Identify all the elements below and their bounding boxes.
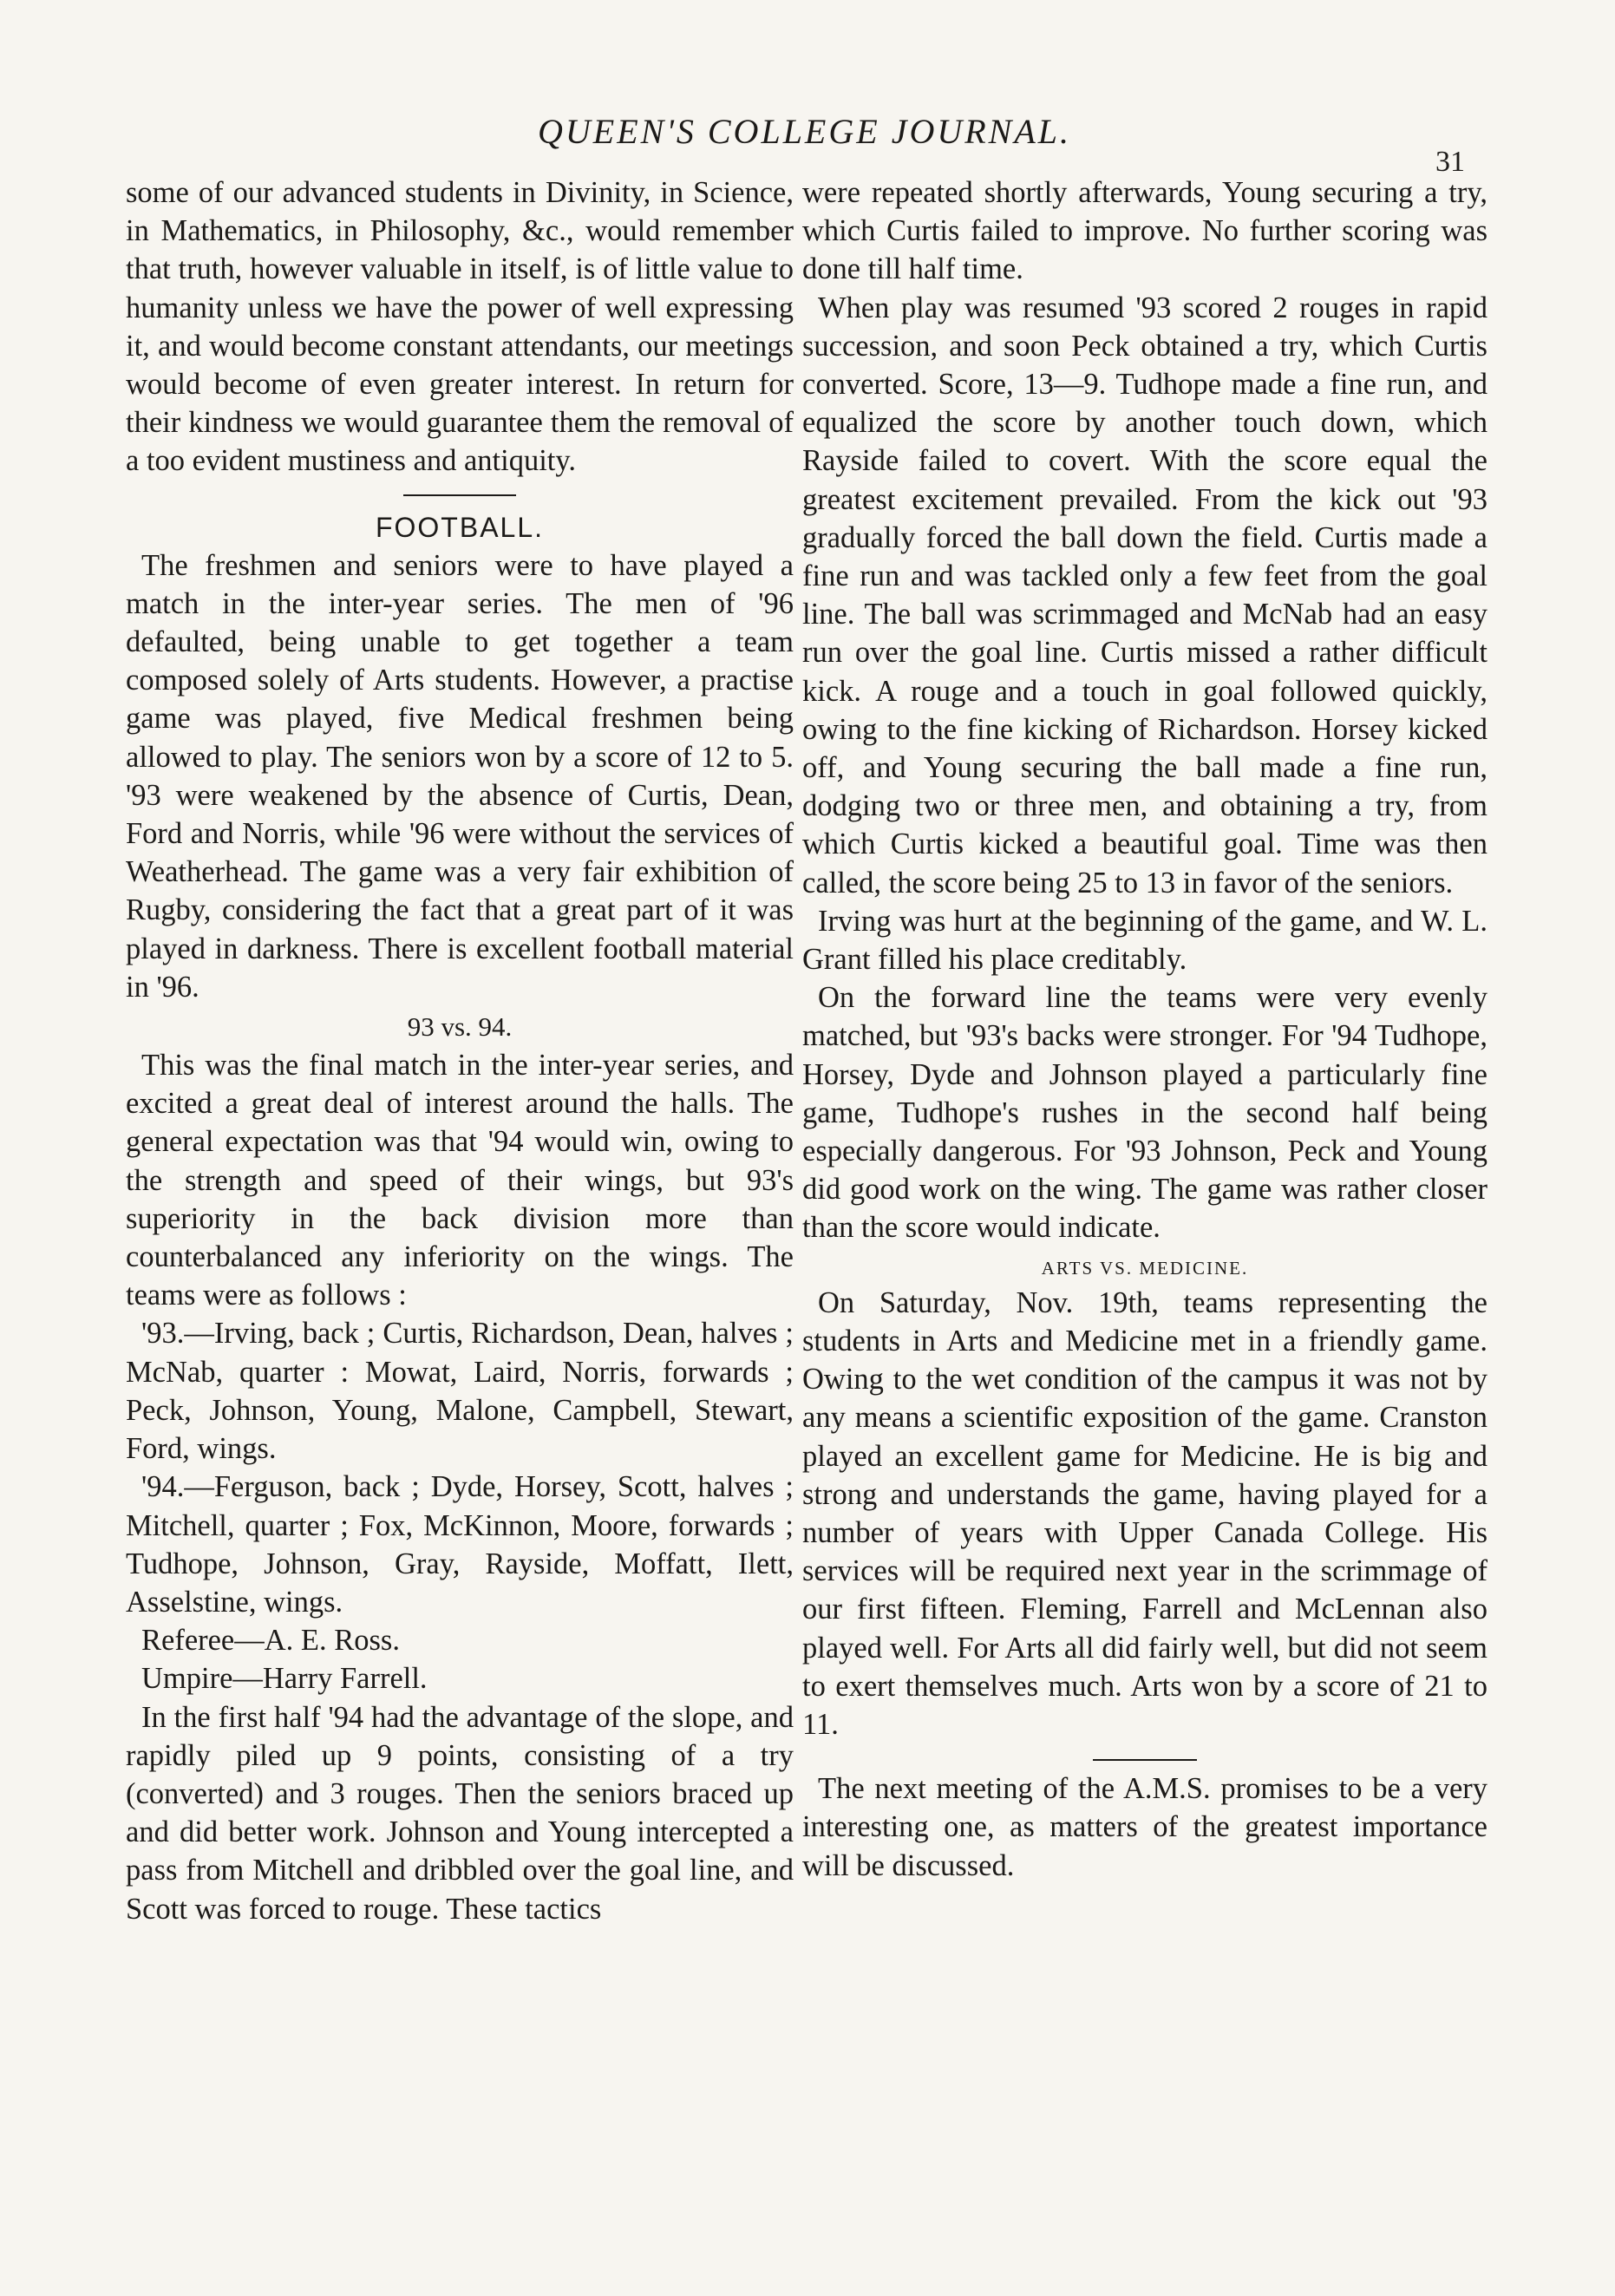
team-94-lineup: '94.—Ferguson, back ; Dyde, Horsey, Scott, halves ; Mitchell, quarter ; Fox, McKinnon, Moore, forwards ; Tudhope, Johnson, Gray, Rayside, Moffatt, Ilett, Asselstine, wings. — [126, 1470, 794, 1619]
paragraph-arts-medicine: On Saturday, Nov. 19th, teams representing the students in Arts and Medicine met in a friendly game. Owing to the wet condition of the campus it was not by any means a scientific exposition of the game. Cranston played an excellent game for Medicine. He is big and strong and understands the game, having played for a number of years with Upper Canada College. His services will be required next year in the scrimmage of our first fifteen. Fleming, Farrell and McLennan also played well. For Arts all did fairly well, but did not seem to exert themselves much. Arts won by a score of 21 to 11. — [802, 1285, 1488, 1741]
paragraph-continuation: some of our advanced students in Divinity, in Science, in Mathematics, in Philosophy, &c., would remember that truth, however valuable in itself, is of little value to humanity unless we have the power of well expressing it, and would become constant attendants, our meetings would become of even greater interest. In return for their kindness we would guarantee them the removal of a too evident mustiness and antiquity. — [126, 176, 794, 478]
paragraph-irving: Irving was hurt at the beginning of the game, and W. L. Grant filled his place creditably. — [802, 904, 1488, 977]
team-93-lineup: '93.—Irving, back ; Curtis, Richardson, Dean, halves ; McNab, quarter : Mowat, Laird, Norris, forwards ; Peck, Johnson, Young, Malone, Campbell, Stewart, Ford, wings. — [126, 1317, 794, 1466]
running-header: QUEEN'S COLLEGE JOURNAL. — [538, 112, 1072, 151]
paragraph-forward-line: On the forward line the teams were very evenly matched, but '93's backs were stronger. For '94 Tudhope, Horsey, Dyde and Johnson played a particularly fine game, Tudhope's rushes in the second half being especially dangerous. For '93 Johnson, Peck and Young did good work on the wing. The game was rather closer than the score would indicate. — [802, 981, 1488, 1245]
left-column — [126, 173, 794, 1928]
paragraph-first-half: In the first half '94 had the advantage of the slope, and rapidly piled up 9 points, consisting of a try (converted) and 3 rouges. Then the seniors braced up and did better work. Johnson and Young intercepted a pass from Mitchell and dribbled over the goal line, and Scott was forced to rouge. These tactics — [126, 1700, 794, 1926]
arts-medicine-heading: ARTS VS. MEDICINE. — [1041, 1257, 1249, 1279]
umpire-line: Umpire—Harry Farrell. — [141, 1662, 428, 1696]
section-divider — [403, 494, 516, 496]
paragraph-final-match: This was the final match in the inter-year series, and excited a great deal of interest around the halls. The general expectation was that '94 would win, owing to the strength and speed of their wings, but 93's superiority in the back division more than counterbalanced any inferiority on the wings. The teams were as follows : — [126, 1049, 794, 1312]
football-heading: FOOTBALL. — [375, 511, 545, 543]
paragraph-freshmen-seniors: The freshmen and seniors were to have played a match in the inter-year series. The men of '96 defaulted, being unable to get together a team composed solely of Arts students. However, a practise game was played, five Medical freshmen being allowed to play. The seniors won by a score of 12 to 5. '93 were weakened by the absence of Curtis, Dean, Ford and Norris, while '96 were without the services of Weatherhead. The game was a very fair exhibition of Rugby, considering the fact that a great part of it was played in darkness. There is excellent football material in '96. — [126, 548, 794, 1004]
paragraph-continuation: were repeated shortly afterwards, Young securing a try, which Curtis failed to improve. No further scoring was done till half time. — [802, 176, 1488, 286]
right-column — [802, 173, 1488, 1885]
match-heading: 93 vs. 94. — [407, 1011, 513, 1043]
referee-line: Referee—A. E. Ross. — [141, 1624, 400, 1658]
paragraph-second-half: When play was resumed '93 scored 2 rouges in rapid succession, and soon Peck obtained a try, which Curtis converted. Score, 13—9. Tudhope made a fine run, and equalized the score by another touch down, which Rayside failed to covert. With the score equal the greatest excitement prevailed. From the kick out '93 gradually forced the ball down the field. Curtis made a fine run and was tackled only a few feet from the goal line. The ball was scrimmaged and McNab had an easy run over the goal line. Curtis missed a rather difficult kick. A rouge and a touch in goal followed quickly, owing to the fine kicking of Richardson. Horsey kicked off, and Young securing the ball made a fine run, dodging two or three men, and obtaining a try, from which Curtis kicked a beautiful goal. Time was then called, the score being 25 to 13 in favor of the seniors. — [802, 291, 1488, 899]
page-number: 31 — [1435, 146, 1465, 178]
paragraph-ams-meeting: The next meeting of the A.M.S. promises to be a very interesting one, as matters of the greatest importance will be discussed. — [802, 1772, 1488, 1882]
section-divider — [1093, 1759, 1197, 1761]
